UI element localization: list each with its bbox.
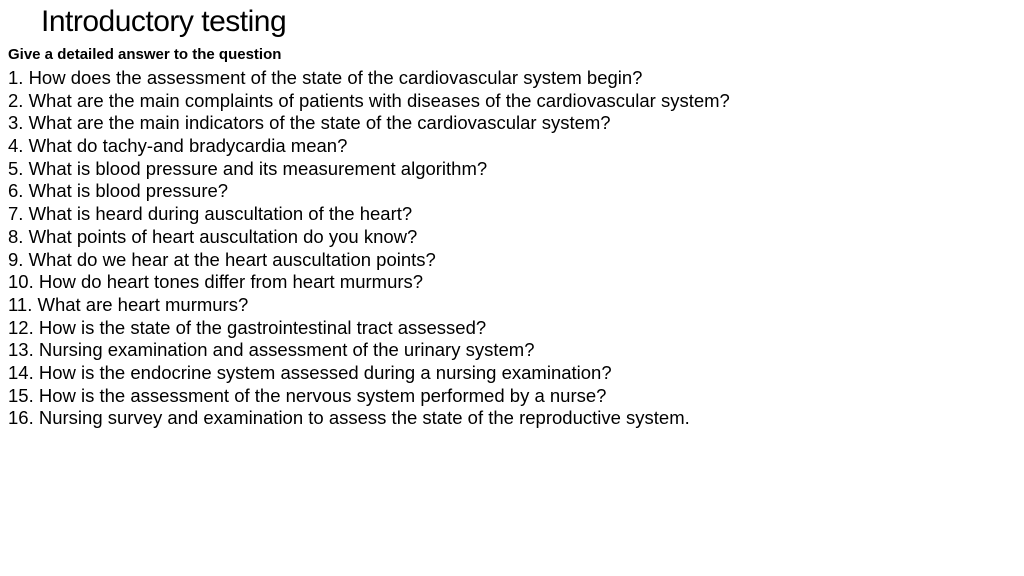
slide-subtitle: Give a detailed answer to the question — [8, 46, 282, 63]
question-item-5: 5. What is blood pressure and its measurement algorithm? — [8, 157, 488, 179]
question-item-13: 13. Nursing examination and assessment of the urinary system? — [8, 339, 535, 361]
question-item-2: 2. What are the main complaints of patients with diseases of the cardiovascular system? — [8, 89, 730, 111]
question-item-15: 15. How is the assessment of the nervous system performed by a nurse? — [8, 384, 607, 406]
question-item-10: 10. How do heart tones differ from heart murmurs? — [8, 271, 424, 293]
question-item-1: 1. How does the assessment of the state of the cardiovascular system begin? — [8, 67, 643, 88]
question-item-8: 8. What points of heart auscultation do you know? — [8, 225, 418, 247]
slide-title: Introductory testing — [41, 5, 287, 38]
question-item-14: 14. How is the endocrine system assessed during a nursing examination? — [8, 361, 612, 383]
question-item-6: 6. What is blood pressure? — [8, 180, 229, 202]
question-item-7: 7. What is heard during auscultation of the heart? — [8, 203, 413, 225]
question-item-12: 12. How is the state of the gastrointestinal tract assessed? — [8, 316, 487, 338]
question-item-4: 4. What do tachy-and bradycardia mean? — [8, 135, 348, 157]
question-item-11: 11. What are heart murmurs? — [8, 293, 249, 315]
question-item-9: 9. What do we hear at the heart auscultation points? — [8, 248, 436, 270]
question-list — [8, 67, 730, 430]
question-item-3: 3. What are the main indicators of the state of the cardiovascular system? — [8, 112, 611, 134]
question-item-16: 16. Nursing survey and examination to assess the state of the reproductive system. — [8, 407, 690, 429]
